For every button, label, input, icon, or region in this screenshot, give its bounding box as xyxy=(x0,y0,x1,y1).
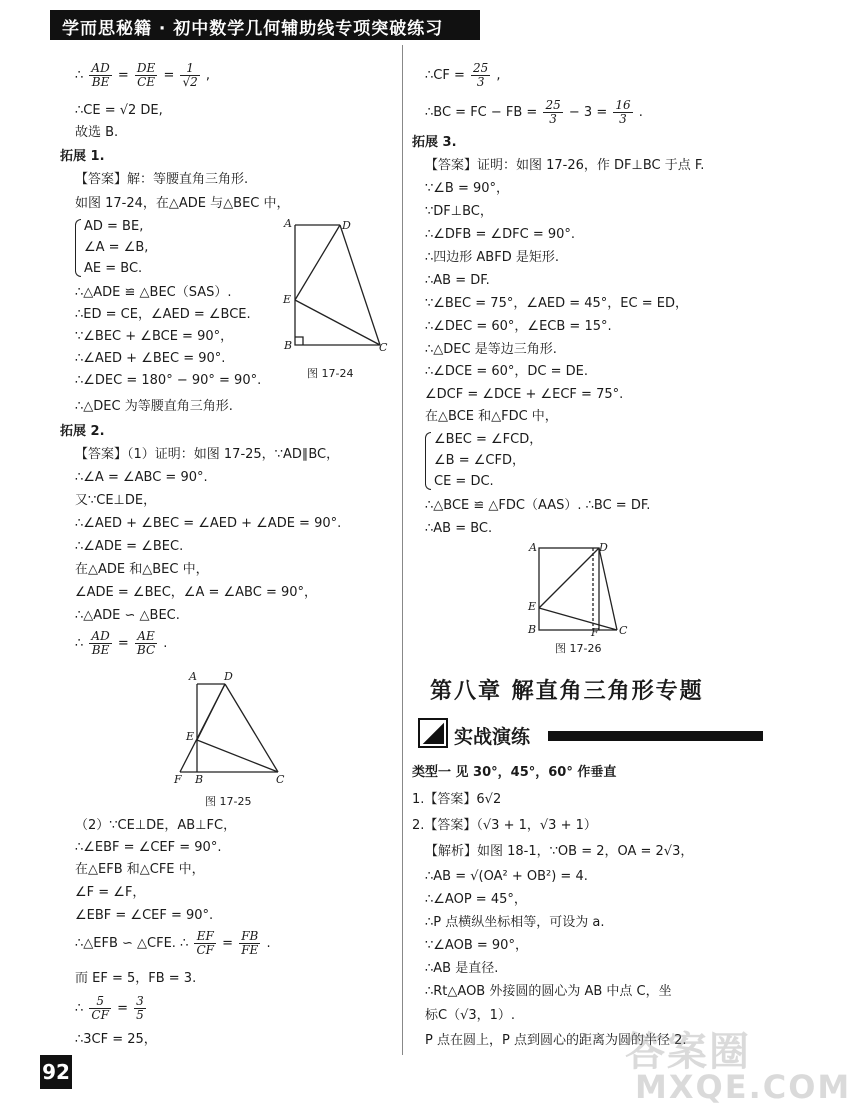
text-line: ∠A = ∠B, xyxy=(84,240,149,255)
text-line: ∵∠AOB = 90°， xyxy=(425,938,528,953)
fig-label: F xyxy=(174,773,182,786)
text-line: 【答案】证明：如图 17-26，作 DF⊥BC 于点 F. xyxy=(425,158,705,173)
text-line: ∴AB = BC. xyxy=(425,521,493,536)
numerator: FB xyxy=(241,929,259,943)
equals: = xyxy=(117,636,129,651)
fig-label: F xyxy=(591,626,599,639)
figure-caption: 图 17-26 xyxy=(555,642,602,655)
type-heading: 类型一 见 30°，45°，60° 作垂直 xyxy=(412,765,617,780)
text-segment: ∴BC = FC − FB = xyxy=(425,105,538,120)
text-segment: − 3 = xyxy=(568,105,608,120)
fraction xyxy=(135,630,157,657)
text-line: ∵DF⊥BC， xyxy=(425,204,493,219)
numerator: 25 xyxy=(545,98,561,112)
text-line: ∴P 点横纵坐标相等，可设为 a. xyxy=(425,915,605,930)
text-line: ∴3CF = 25， xyxy=(75,1032,157,1047)
fig-label: B xyxy=(284,339,293,352)
equals: = xyxy=(163,68,175,83)
denominator: BE xyxy=(91,75,110,89)
text-line: ∴四边形 ABFD 是矩形. xyxy=(425,250,559,265)
page-number: 92 xyxy=(40,1055,72,1089)
text-line: ∴Rt△AOB 外接圆的圆心为 AB 中点 C，坐 xyxy=(425,984,672,999)
text-line: 【答案】（1）证明：如图 17-25，∵AD∥BC， xyxy=(75,447,340,462)
numerator: DE xyxy=(136,61,156,75)
section-bar xyxy=(548,731,763,741)
figure-caption: 图 17-24 xyxy=(307,367,354,380)
fig-label: C xyxy=(619,624,628,637)
brace xyxy=(75,219,81,277)
text-line: ∴∠DEC = 180° − 90° = 90°. xyxy=(75,373,262,388)
section-icon xyxy=(418,718,448,748)
numerator: AE xyxy=(135,630,157,644)
text-line: ∠EBF = ∠CEF = 90°. xyxy=(75,908,214,923)
numerator: AD xyxy=(91,629,110,643)
watermark-url: MXQE.COM xyxy=(635,1068,851,1106)
fraction xyxy=(613,99,632,126)
text-line: ∠BEC = ∠FCD， xyxy=(434,432,543,447)
denominator: FE xyxy=(241,943,259,957)
text-line: ∵∠BEC + ∠BCE = 90°， xyxy=(75,329,234,344)
text-line: ∴AB 是直径. xyxy=(425,961,499,976)
fraction xyxy=(135,62,157,89)
fraction xyxy=(89,995,111,1022)
equation-ratio xyxy=(75,62,210,89)
fig-line xyxy=(295,225,380,345)
column-divider xyxy=(402,45,403,1055)
denominator: BC xyxy=(136,643,156,657)
fig-label: E xyxy=(528,600,537,613)
equation-ratio xyxy=(75,995,148,1022)
fig-line xyxy=(599,548,617,630)
text-line: ∠F = ∠F， xyxy=(75,885,146,900)
text-line: ∴ED = CE，∠AED = ∠BCE. xyxy=(75,307,251,322)
text-segment: ∴CF = xyxy=(425,68,465,83)
chapter-title: 第八章 解直角三角形专题 xyxy=(430,679,704,704)
text-line: ∴∠DEC = 60°，∠ECB = 15°. xyxy=(425,319,612,334)
fraction xyxy=(134,995,146,1022)
text-line: ∴∠AOP = 45°， xyxy=(425,892,527,907)
fraction xyxy=(543,99,562,126)
fig-label: B xyxy=(528,623,537,636)
fraction xyxy=(239,930,260,957)
fig-label: D xyxy=(599,541,608,554)
text-line: 故选 B. xyxy=(75,125,119,140)
header-title: 学而思秘籍 · 初中数学几何辅助线专项突破练习 xyxy=(62,19,444,39)
fig-line xyxy=(539,608,617,630)
period: . xyxy=(638,105,643,120)
text-line: 在△BCE 和△FDC 中， xyxy=(425,409,558,424)
fraction xyxy=(89,630,111,657)
numerator: 25 xyxy=(473,61,489,75)
text-line: ∴∠DFB = ∠DFC = 90°. xyxy=(425,227,576,242)
section-heading xyxy=(418,718,763,752)
fig-label: A xyxy=(189,670,197,683)
text-line: 【答案】解：等腰直角三角形. xyxy=(75,172,249,187)
text-line: CE = DC. xyxy=(434,474,494,489)
fraction xyxy=(194,930,216,957)
fig-line xyxy=(225,684,278,772)
text-line: ∴∠EBF = ∠CEF = 90°. xyxy=(75,840,222,855)
therefore-sign: ∴ xyxy=(75,636,84,651)
answer-line: 2.【答案】（√3 + 1，√3 + 1） xyxy=(412,818,597,833)
numerator: 3 xyxy=(136,994,144,1008)
equation-ratio xyxy=(75,930,271,957)
denominator: √2 xyxy=(182,75,198,89)
fig-label: D xyxy=(224,670,233,683)
fig-line xyxy=(539,548,599,608)
denominator: CE xyxy=(137,75,156,89)
text-line: P 点在圆上，P 点到圆心的距离为圆的半径 2. xyxy=(425,1033,687,1048)
text-line: ∴△DEC 为等腰直角三角形. xyxy=(75,399,233,414)
fraction xyxy=(471,62,490,89)
fig-line xyxy=(295,225,340,300)
answer-line: 1.【答案】6√2 xyxy=(412,792,502,807)
denominator: CF xyxy=(91,1008,109,1022)
text-line: ∠ADE = ∠BEC，∠A = ∠ABC = 90°， xyxy=(75,585,318,600)
text-line: ∴∠AED + ∠BEC = 90°. xyxy=(75,351,226,366)
numerator: 1 xyxy=(180,62,199,76)
equation-cf xyxy=(425,62,501,89)
figure-17-26 xyxy=(525,538,635,638)
fig-label: D xyxy=(342,219,351,232)
therefore-sign: ∴ xyxy=(75,1001,84,1016)
equation-bc xyxy=(425,99,643,126)
figure-caption: 图 17-25 xyxy=(205,795,252,808)
right-angle-mark xyxy=(295,337,303,345)
text-segment: ∴△EFB ∽ △CFE. ∴ xyxy=(75,936,189,951)
fig-label: C xyxy=(379,341,388,354)
denominator: CF xyxy=(196,943,214,957)
page-header xyxy=(50,10,480,40)
text-line: ∴△BCE ≌ △FDC（AAS）. ∴BC = DF. xyxy=(425,498,651,513)
numerator: 16 xyxy=(615,98,631,112)
text-line: 又∵CE⊥DE， xyxy=(75,493,157,508)
therefore-sign: ∴ xyxy=(75,68,84,83)
fig-line xyxy=(197,740,278,772)
period: . xyxy=(266,936,271,951)
text-line: 在△EFB 和△CFE 中， xyxy=(75,862,205,877)
text-line: ∠DCF = ∠DCE + ∠ECF = 75°. xyxy=(425,387,624,402)
comma: , xyxy=(496,68,501,83)
equation-ratio xyxy=(75,630,167,657)
fig-label: B xyxy=(195,773,204,786)
text-line: ∴∠ADE = ∠BEC. xyxy=(75,539,184,554)
denominator: BE xyxy=(91,643,110,657)
denominator: 5 xyxy=(136,1008,144,1022)
section-label: 实战演练 xyxy=(454,726,531,748)
denominator: 3 xyxy=(619,112,627,126)
text-line: ∴△DEC 是等边三角形. xyxy=(425,342,557,357)
text-line: AD = BE, xyxy=(84,219,144,234)
numerator: EF xyxy=(194,930,216,944)
equals: = xyxy=(117,68,129,83)
text-line: ∴△ADE ∽ △BEC. xyxy=(75,608,180,623)
extension-1-title: 拓展 1. xyxy=(60,149,105,164)
text-line: ∴CE = √2 DE, xyxy=(75,103,163,118)
watermark-logo xyxy=(625,1020,851,1110)
equals: = xyxy=(222,936,234,951)
denominator: 3 xyxy=(549,112,557,126)
fig-label: E xyxy=(186,730,195,743)
fig-label: C xyxy=(276,773,285,786)
text-line: AE = BC. xyxy=(84,261,143,276)
fraction xyxy=(89,62,111,89)
text-line: ∴△ADE ≌ △BEC（SAS）. xyxy=(75,285,232,300)
text-line: ∴AB = √(OA² + OB²) = 4. xyxy=(425,869,588,884)
fig-label: E xyxy=(283,293,292,306)
fig-label: A xyxy=(284,217,292,230)
text-line: ∠B = ∠CFD， xyxy=(434,453,525,468)
text-line: 在△ADE 和△BEC 中， xyxy=(75,562,209,577)
text-line: 标C（√3，1）. xyxy=(425,1008,516,1023)
text-line: ∴∠A = ∠ABC = 90°. xyxy=(75,470,208,485)
text-line: 【解析】如图 18-1，∵OB = 2，OA = 2√3， xyxy=(425,844,694,859)
extension-2-title: 拓展 2. xyxy=(60,424,105,439)
period: . xyxy=(163,636,168,651)
denominator: 3 xyxy=(476,75,485,89)
numerator: 5 xyxy=(89,995,111,1009)
text-line: 如图 17-24，在△ADE 与△BEC 中， xyxy=(75,196,290,211)
equals: = xyxy=(117,1001,128,1016)
text-line: ∴∠AED + ∠BEC = ∠AED + ∠ADE = 90°. xyxy=(75,516,342,531)
text-line: 而 EF = 5，FB = 3. xyxy=(75,971,197,986)
figure-17-24 xyxy=(280,215,390,355)
figure-17-25 xyxy=(170,668,290,788)
numerator: AD xyxy=(91,61,110,75)
text-line: （2）∵CE⊥DE，AB⊥FC， xyxy=(75,818,237,833)
text-line: ∵∠BEC = 75°，∠AED = 45°，EC = ED， xyxy=(425,296,688,311)
watermark-text: 答案圈 xyxy=(625,1029,751,1075)
fig-rect xyxy=(539,548,599,630)
fig-line xyxy=(180,684,225,772)
fig-label: A xyxy=(529,541,537,554)
brace xyxy=(425,432,431,490)
text-line: ∴AB = DF. xyxy=(425,273,490,288)
text-line: ∴∠DCE = 60°，DC = DE. xyxy=(425,364,589,379)
comma: , xyxy=(205,68,211,83)
text-line: ∵∠B = 90°， xyxy=(425,181,510,196)
extension-3-title: 拓展 3. xyxy=(412,135,457,150)
fraction xyxy=(180,62,199,89)
